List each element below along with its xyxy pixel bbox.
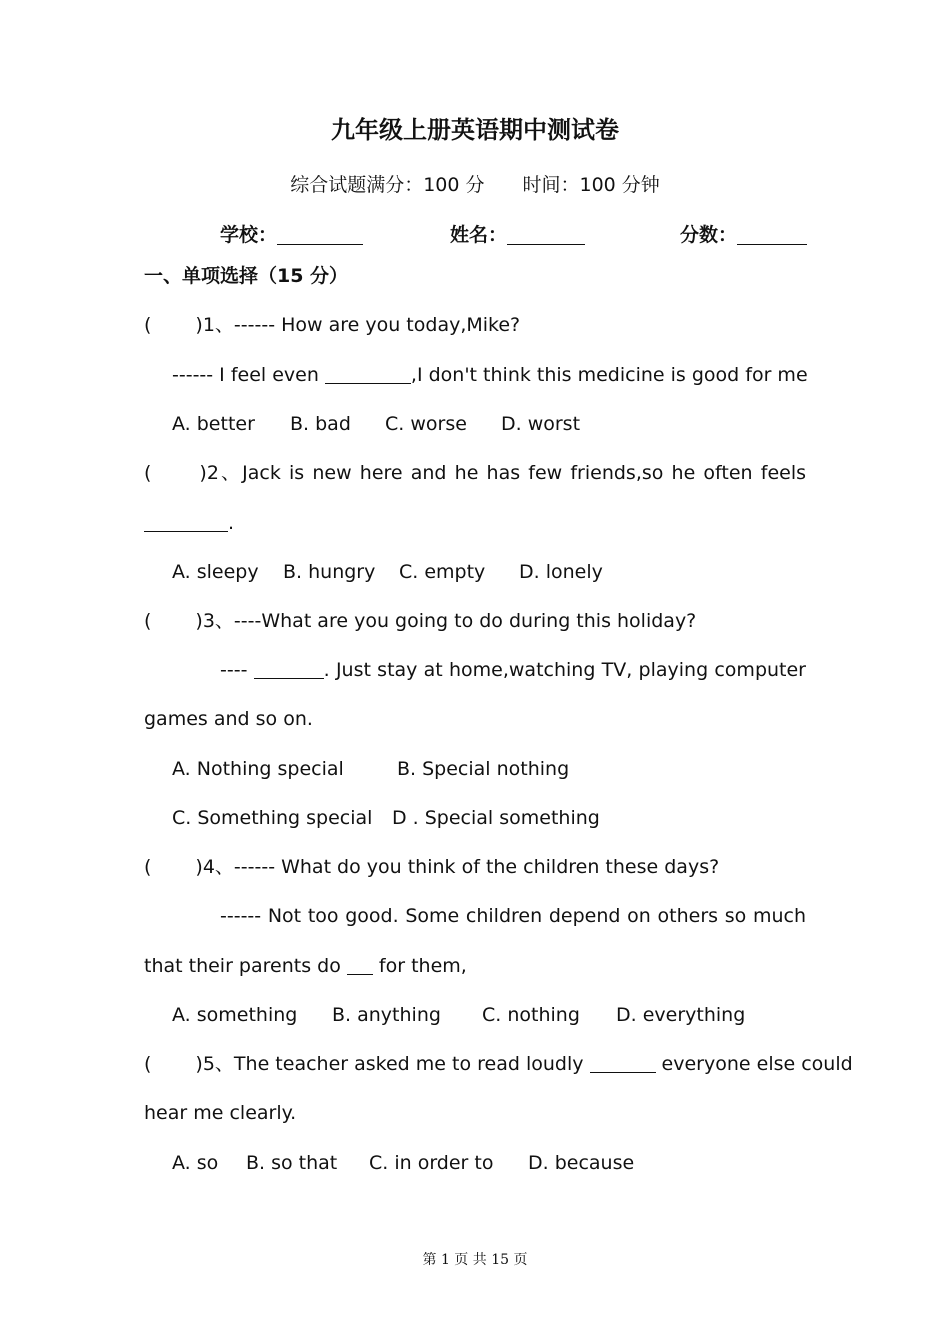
score-blank bbox=[737, 222, 807, 245]
answer-blank bbox=[254, 658, 324, 679]
question-1: ( )1、------ How are you today,Mike? bbox=[144, 314, 521, 336]
school-field bbox=[220, 222, 363, 248]
option-a: A. Nothing special bbox=[172, 758, 344, 780]
section-title: 一、单项选择（15 分） bbox=[144, 265, 349, 287]
name-blank bbox=[507, 222, 585, 245]
question-3-line3: games and so on. bbox=[144, 708, 313, 730]
answer-blank bbox=[590, 1052, 656, 1073]
score-field bbox=[680, 222, 807, 248]
question-4: ( )4、------ What do you think of the children these days? bbox=[144, 856, 720, 878]
question-2: ( )2、Jack is new here and he has few friends,so he often feels bbox=[144, 462, 806, 484]
question-2-line2: . bbox=[144, 510, 806, 536]
question-2-stem: )2、Jack is new here and he has few friends,so he often feels bbox=[199, 462, 806, 484]
option-d: D. worst bbox=[501, 413, 581, 435]
question-5-stem: )5、The teacher asked me to read loudly bbox=[195, 1053, 590, 1075]
option-c: C. empty bbox=[399, 561, 486, 583]
school-blank bbox=[277, 222, 363, 245]
option-a: A. something bbox=[172, 1004, 298, 1026]
name-label: 姓名： bbox=[450, 224, 508, 246]
exam-info bbox=[0, 172, 950, 198]
option-d: D. lonely bbox=[519, 561, 603, 583]
question-4-stem: )4、------ What do you think of the children these days? bbox=[195, 856, 720, 878]
question-5-line2: hear me clearly. bbox=[144, 1102, 297, 1124]
option-b: B. bad bbox=[290, 413, 351, 435]
option-a: A. better bbox=[172, 413, 255, 435]
option-a: A. so bbox=[172, 1152, 219, 1174]
question-3-line2: ---- . Just stay at home,watching TV, playing computer bbox=[220, 659, 806, 681]
question-5: ( )5、The teacher asked me to read loudly everyone else could bbox=[144, 1053, 853, 1075]
option-c: C. nothing bbox=[482, 1004, 580, 1026]
score-label: 分数： bbox=[680, 224, 738, 246]
answer-blank bbox=[144, 511, 228, 532]
answer-blank bbox=[347, 954, 373, 975]
option-b: B. Special nothing bbox=[397, 758, 570, 780]
option-b: B. hungry bbox=[283, 561, 376, 583]
option-d: D. everything bbox=[616, 1004, 746, 1026]
question-1-stem: )1、------ How are you today,Mike? bbox=[195, 314, 521, 336]
option-c: C. worse bbox=[385, 413, 467, 435]
option-d: D. because bbox=[528, 1152, 635, 1174]
school-label: 学校： bbox=[220, 224, 278, 246]
option-b: B. so that bbox=[246, 1152, 338, 1174]
question-4-line3: that their parents do for them, bbox=[144, 955, 467, 977]
question-1-line2: ------ I feel even ,I don't think this medicine is good for me bbox=[172, 364, 808, 386]
option-c: C. Something special bbox=[172, 807, 373, 829]
question-4-line2: ------ Not too good. Some children depend on others so much bbox=[220, 905, 806, 927]
question-3: ( )3、----What are you going to do during this holiday? bbox=[144, 610, 697, 632]
question-3-stem: )3、----What are you going to do during this holiday? bbox=[195, 610, 697, 632]
option-d: D . Special something bbox=[392, 807, 600, 829]
answer-blank bbox=[325, 363, 411, 384]
page-footer: 第 1 页 共 15 页 bbox=[422, 1252, 528, 1268]
document-title: 九年级上册英语期中测试卷 bbox=[331, 116, 619, 144]
full-score-info: 综合试题满分：100 分 bbox=[290, 174, 485, 196]
option-c: C. in order to bbox=[369, 1152, 494, 1174]
name-field bbox=[450, 222, 585, 248]
time-info: 时间：100 分钟 bbox=[522, 174, 660, 196]
option-a: A. sleepy bbox=[172, 561, 259, 583]
option-b: B. anything bbox=[332, 1004, 441, 1026]
